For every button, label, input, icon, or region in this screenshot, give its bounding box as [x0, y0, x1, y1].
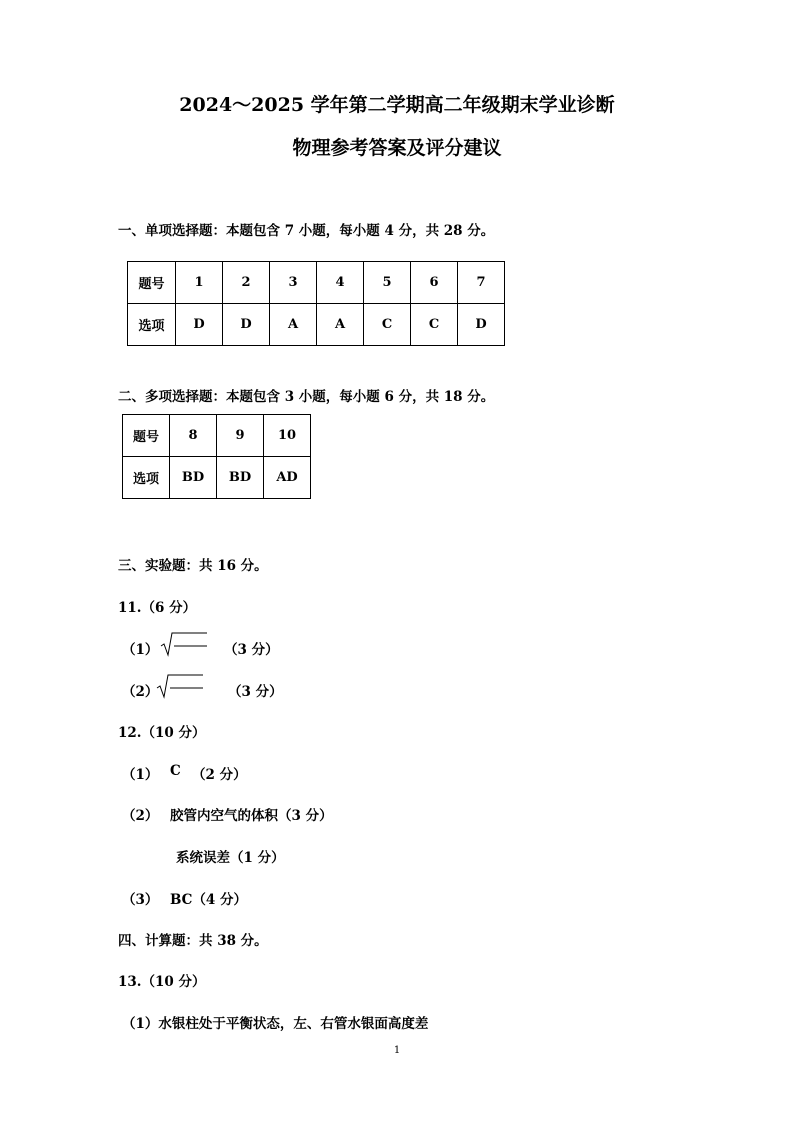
table-row-answers	[123, 457, 311, 499]
question-number: 7	[458, 262, 505, 304]
answer-cell: D	[458, 304, 505, 346]
question-number: 2	[223, 262, 270, 304]
answer-cell: A	[317, 304, 364, 346]
question-number: 4	[317, 262, 364, 304]
answer-cell: D	[223, 304, 270, 346]
square-root-formula-icon	[156, 673, 204, 699]
question-number: 8	[170, 415, 217, 457]
table-row-questions	[123, 415, 311, 457]
question-13-title: 13.（10 分）	[118, 974, 206, 990]
question-number: 6	[411, 262, 458, 304]
q12-part1-answer: C	[170, 763, 181, 779]
square-root-formula-icon	[160, 631, 208, 657]
q12-part2-label: （2）	[122, 808, 159, 824]
q11-part2-label: （2）	[122, 684, 159, 700]
question-12-title: 12.（10 分）	[118, 725, 206, 741]
question-number: 9	[217, 415, 264, 457]
q11-part2-score: （3 分）	[228, 684, 283, 700]
row-label-question: 题号	[123, 415, 170, 457]
q13-part1-text: （1）水银柱处于平衡状态，左、右管水银面高度差	[122, 1016, 429, 1032]
row-label-answer: 选项	[123, 457, 170, 499]
table-row-questions	[128, 262, 505, 304]
answer-table-single-choice	[127, 261, 505, 346]
answer-cell: AD	[264, 457, 311, 499]
section-2-heading: 二、多项选择题：本题包含 3 小题，每小题 6 分，共 18 分。	[118, 389, 495, 405]
question-number: 3	[270, 262, 317, 304]
page-number: 1	[393, 1045, 401, 1056]
answer-cell: BD	[217, 457, 264, 499]
answer-cell: C	[364, 304, 411, 346]
page-title: 2024～2025 学年第二学期高二年级期末学业诊断	[179, 94, 615, 116]
answer-cell: A	[270, 304, 317, 346]
answer-cell: C	[411, 304, 458, 346]
q11-part1-label: （1）	[122, 642, 159, 658]
section-1-heading: 一、单项选择题：本题包含 7 小题，每小题 4 分，共 28 分。	[118, 223, 495, 239]
row-label-answer: 选项	[128, 304, 176, 346]
q12-part3-answer: BC（4 分）	[170, 892, 247, 908]
question-number: 5	[364, 262, 411, 304]
q11-part1-score: （3 分）	[224, 642, 279, 658]
q12-part2-answer-b: 系统误差（1 分）	[176, 850, 285, 866]
question-number: 10	[264, 415, 311, 457]
q12-part2-answer: 胶管内空气的体积（3 分）	[170, 808, 333, 824]
q12-part1-label: （1）	[122, 767, 159, 783]
answer-table-multiple-choice	[122, 414, 311, 499]
section-3-heading: 三、实验题：共 16 分。	[118, 558, 268, 574]
row-label-question: 题号	[128, 262, 176, 304]
section-4-heading: 四、计算题：共 38 分。	[118, 933, 268, 949]
answer-cell: D	[176, 304, 223, 346]
q12-part1-score: （2 分）	[192, 767, 247, 783]
table-row-answers	[128, 304, 505, 346]
question-number: 1	[176, 262, 223, 304]
q12-part3-label: （3）	[122, 892, 159, 908]
answer-cell: BD	[170, 457, 217, 499]
question-11-title: 11.（6 分）	[118, 600, 197, 616]
page-subtitle: 物理参考答案及评分建议	[292, 137, 502, 159]
